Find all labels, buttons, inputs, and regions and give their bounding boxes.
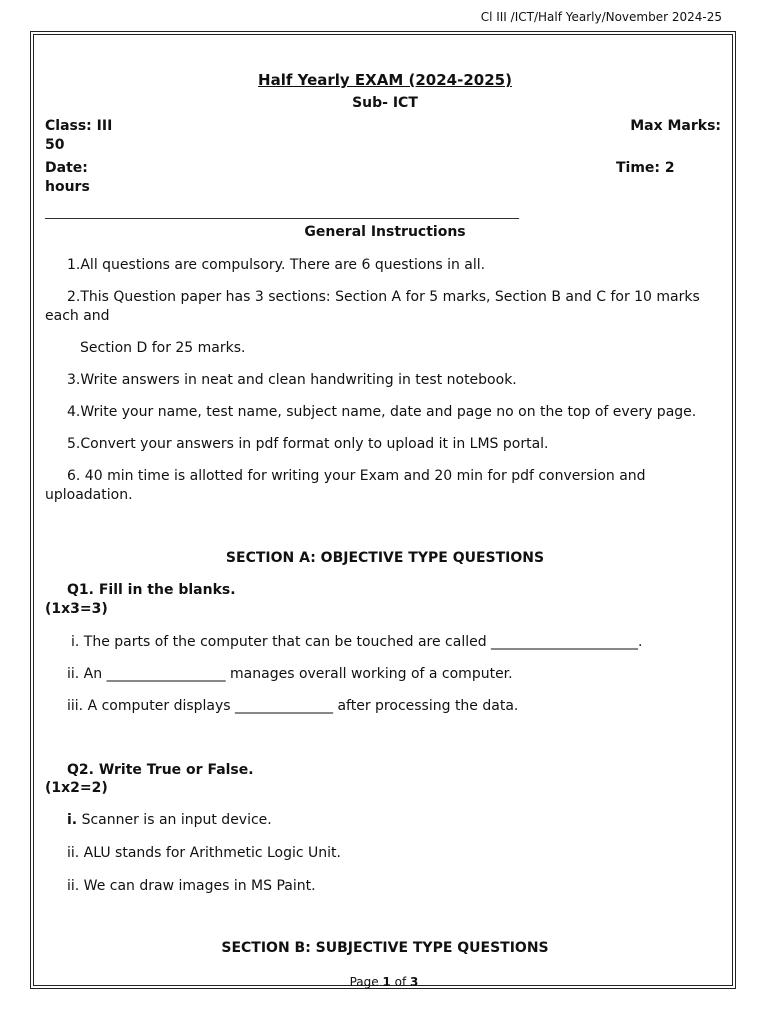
page-number-footer: [0, 975, 768, 989]
q1-item: ii. An _________________ manages overall working of a computer.: [67, 666, 513, 682]
footer-prefix: Page: [349, 975, 383, 989]
instruction-item: 5.Convert your answers in pdf format only to upload it in LMS portal.: [67, 436, 549, 452]
date-label: Date:: [45, 160, 88, 176]
instruction-item-continued: each and: [45, 308, 110, 324]
q2-item-number: i.: [67, 812, 78, 828]
time-label: Time: 2: [616, 160, 675, 176]
q2-item: ii. ALU stands for Arithmetic Logic Unit.: [67, 845, 341, 861]
max-marks-value: 50: [45, 137, 65, 153]
instruction-item: 6. 40 min time is allotted for writing your Exam and 20 min for pdf conversion and: [67, 468, 646, 484]
q2-item-text: Scanner is an input device.: [77, 812, 272, 828]
instruction-item-continued: uploadation.: [45, 487, 133, 503]
section-a-heading: SECTION A: OBJECTIVE TYPE QUESTIONS: [225, 550, 545, 566]
instruction-item: 1.All questions are compulsory. There are 6 questions in all.: [67, 257, 486, 273]
time-unit: hours: [45, 179, 90, 195]
footer-of: of: [390, 975, 411, 989]
instruction-item-continued: Section D for 25 marks.: [80, 340, 246, 356]
exam-title: Half Yearly EXAM (2024-2025): [258, 71, 512, 89]
footer-total-pages: 3: [410, 975, 419, 989]
running-header: Cl III /ICT/Half Yearly/November 2024-25: [480, 10, 722, 24]
q1-marks: (1x3=3): [45, 601, 108, 617]
instruction-item: 3.Write answers in neat and clean handwriting in test notebook.: [67, 372, 517, 388]
q2-item: ii. We can draw images in MS Paint.: [67, 878, 316, 894]
class-label: Class: III: [45, 118, 113, 134]
q1-item: i. The parts of the computer that can be touched are called _____________________.: [71, 634, 643, 650]
q1-item: iii. A computer displays ______________ after processing the data.: [67, 698, 519, 714]
exam-subject: Sub- ICT: [352, 95, 418, 111]
separator-rule: _______________________________________________________________________________: [45, 205, 519, 219]
max-marks-label: Max Marks:: [630, 118, 721, 134]
footer-current-page: 1: [382, 975, 391, 989]
instructions-heading: General Instructions: [304, 224, 466, 240]
section-b-heading: SECTION B: SUBJECTIVE TYPE QUESTIONS: [221, 940, 549, 956]
instruction-item: 4.Write your name, test name, subject name, date and page no on the top of every page.: [67, 404, 697, 420]
q2-marks: (1x2=2): [45, 780, 108, 796]
instruction-item: 2.This Question paper has 3 sections: Section A for 5 marks, Section B and C for 10 marks: [67, 289, 700, 305]
q1-title: Q1. Fill in the blanks.: [67, 582, 236, 598]
q2-title: Q2. Write True or False.: [67, 762, 254, 778]
q2-item: [67, 811, 272, 829]
